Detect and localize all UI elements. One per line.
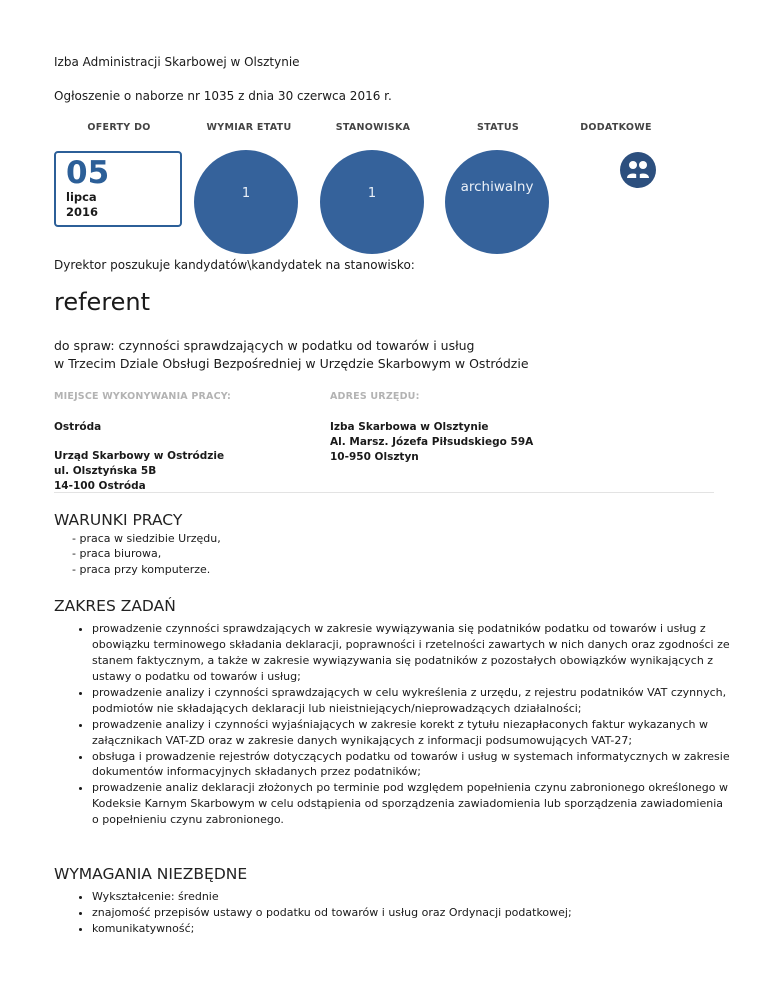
duties-title: ZAKRES ZADAŃ <box>54 597 176 615</box>
people-icon[interactable] <box>620 152 656 188</box>
intro-text: Dyrektor poszukuje kandydatów\kandydatek na stanowisko: <box>54 258 415 272</box>
status-circle <box>445 150 549 254</box>
list-item: - praca w siedzibie Urzędu, <box>72 532 221 545</box>
employment-size-circle <box>194 150 298 254</box>
workplace-street: ul. Olsztyńska 5B <box>54 465 157 477</box>
office-address-label: ADRES URZĘDU: <box>330 391 420 402</box>
status-header: STATUS <box>476 122 520 133</box>
work-conditions-list <box>72 531 221 577</box>
duties-list <box>72 621 732 828</box>
deadline-day: 05 <box>66 155 110 191</box>
positions-header: STANOWISKA <box>335 122 411 133</box>
requirements-title: WYMAGANIA NIEZBĘDNE <box>54 865 248 883</box>
office-street: Al. Marsz. Józefa Piłsudskiego 59A <box>330 436 534 448</box>
list-item: - praca przy komputerze. <box>72 562 211 576</box>
employment-size-header: WYMIAR ETATU <box>206 122 292 133</box>
list-item: • prowadzenie analizy i czynności sprawdzających w celu wykreślenia z urzędu, z rejestru podatników VAT czynnych, podmiotów nie składających deklaracji lub nieistniejących/nieprowadzących działalności; <box>92 685 732 717</box>
status-value: archiwalny <box>460 179 534 195</box>
deadline-year: 2016 <box>66 205 99 220</box>
list-item: • obsługa i prowadzenie rejestrów dotyczących podatku od towarów i usług w systemach informatycznych w zakresie dokumentów informacyjnych składanych przez podatników; <box>92 749 732 781</box>
divider <box>54 492 714 493</box>
positions-value: 1 <box>367 186 377 201</box>
workplace-office: Urząd Skarbowy w Ostródzie <box>54 450 225 462</box>
list-item: • prowadzenie analizy i czynności wyjaśniających w zakresie korekt z tytułu niezapłaconych faktur wykazanych w załącznikach VAT-ZD oraz w zakresie danych wynikających z informacji podsumowujących VAT-27; <box>92 717 732 749</box>
list-item: - praca biurowa, <box>72 547 162 561</box>
position-title: referent <box>54 288 151 316</box>
announcement-title: Ogłoszenie o naborze nr 1035 z dnia 30 czerwca 2016 r. <box>54 89 392 103</box>
workplace-city: Ostróda <box>54 421 102 433</box>
department-line-1: do spraw: czynności sprawdzających w podatku od towarów i usług <box>54 338 475 353</box>
list-item: • znajomość przepisów ustawy o podatku od towarów i usług oraz Ordynacji podatkowej; <box>92 905 732 921</box>
requirements-list <box>72 889 732 937</box>
deadline-month: lipca <box>66 189 97 204</box>
office-name: Izba Skarbowa w Olsztynie <box>330 421 489 433</box>
deadline-date-box <box>54 151 182 227</box>
work-conditions-title: WARUNKI PRACY <box>54 511 183 529</box>
workplace-postal: 14-100 Ostróda <box>54 480 146 492</box>
list-item: • prowadzenie analiz deklaracji złożonych po terminie pod względem popełnienia czynu zabronionego określonego w Kodeksie Karnym Skarbowym w celu odstąpienia od sporządzenia zawiadomienia lub sporządzenia zawiadomienia o popełnieniu czynu zabronionego. <box>92 780 732 828</box>
organization-name: Izba Administracji Skarbowej w Olsztynie <box>54 55 300 69</box>
additional-header: DODATKOWE <box>580 122 652 133</box>
list-item: • Wykształcenie: średnie <box>92 889 732 905</box>
employment-size-value: 1 <box>241 186 251 201</box>
workplace-label: MIEJSCE WYKONYWANIA PRACY: <box>54 391 232 402</box>
offers-deadline-header: OFERTY DO <box>87 122 151 133</box>
positions-circle <box>320 150 424 254</box>
department-line-2: w Trzecim Dziale Obsługi Bezpośredniej w Urzędzie Skarbowym w Ostródzie <box>54 356 529 371</box>
list-item: • komunikatywność; <box>92 921 732 937</box>
list-item: • prowadzenie czynności sprawdzających w zakresie wywiązywania się podatników podatku od towarów i usług z obowiązku terminowego składania deklaracji, poprawności i rzetelności zawartych w nich danych oraz zgodności ze stanem faktycznym, a także w zakresie wywiązywania się podatników z pozostałych obowiązków wynikających z ustawy o podatku od towarów i usług; <box>92 621 732 685</box>
office-postal: 10-950 Olsztyn <box>330 451 419 463</box>
